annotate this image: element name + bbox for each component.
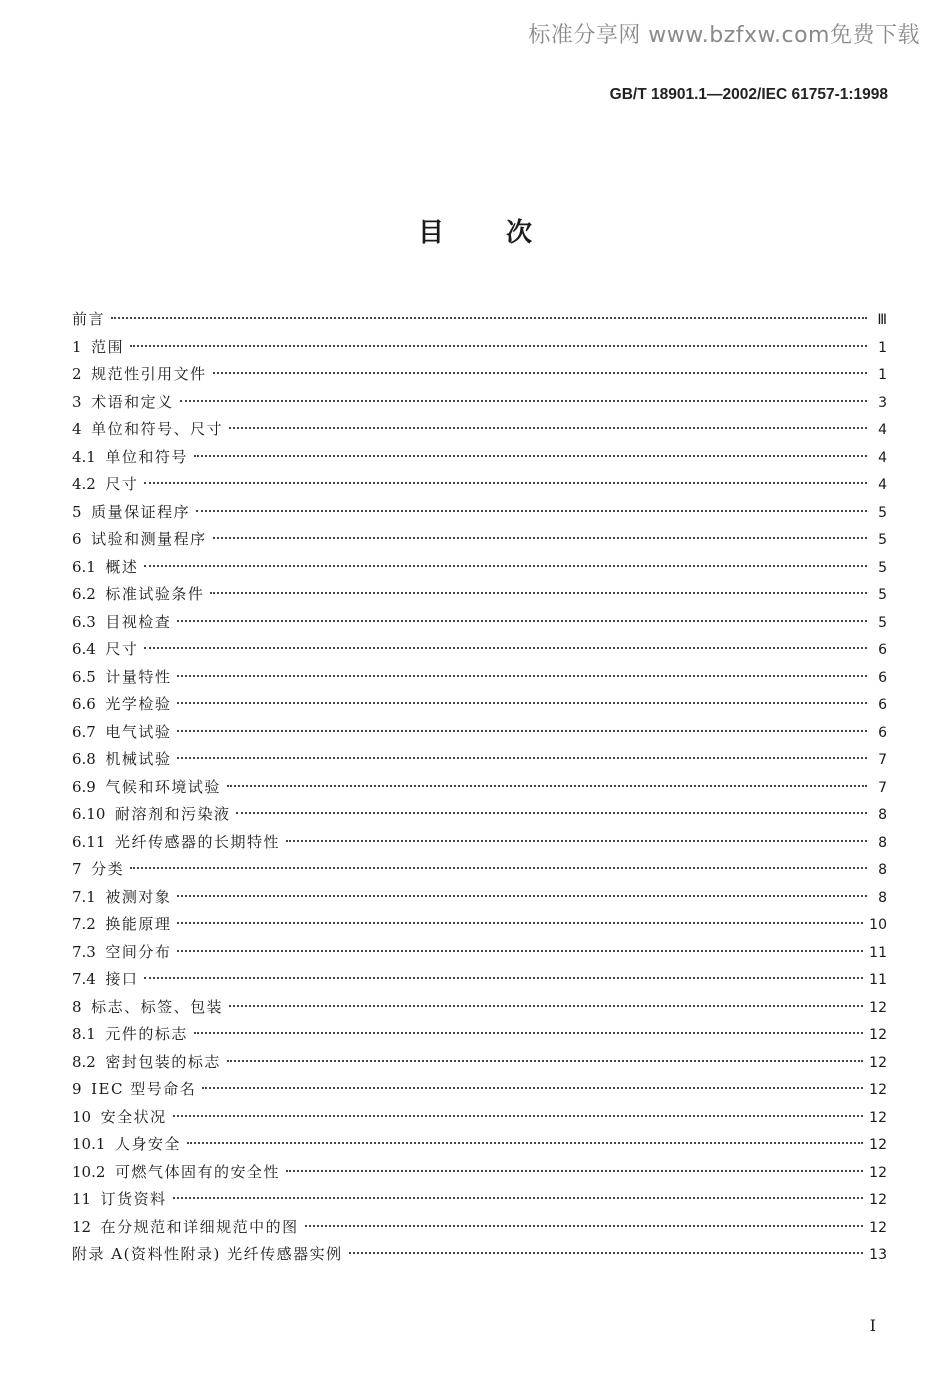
toc-entry-page: 6 <box>878 697 887 713</box>
toc-entry-number: 11 <box>72 1190 101 1208</box>
toc-entry-title: 光纤传感器的长期特性 <box>114 832 280 851</box>
toc-entry-number: 9 <box>72 1080 92 1098</box>
toc-entry-number: 6.4 <box>72 640 106 658</box>
dot-leader <box>177 757 867 759</box>
toc-entry[interactable] <box>72 1021 887 1049</box>
dot-leader <box>177 950 863 952</box>
toc-entry[interactable] <box>72 1186 887 1214</box>
toc-entry-title: 耐溶剂和污染液 <box>114 805 231 823</box>
toc-entry-number: 6.3 <box>72 612 106 631</box>
toc-entry-title: 范围 <box>91 337 125 356</box>
toc-entry-page: 12 <box>869 1054 887 1071</box>
toc-entry-title: 规范性引用文件 <box>91 365 207 383</box>
toc-entry-title: 质量保证程序 <box>91 502 191 521</box>
toc-entry-number: 6.6 <box>72 695 106 713</box>
toc-entry[interactable] <box>72 966 887 994</box>
toc-entry[interactable] <box>72 306 887 334</box>
toc-entry-page: 8 <box>878 834 887 851</box>
toc-entry-title: 标准试验条件 <box>105 585 205 603</box>
toc-entry[interactable] <box>72 1049 887 1077</box>
toc-entry[interactable] <box>72 719 887 747</box>
toc-entry-number: 4 <box>72 420 92 438</box>
toc-entry-title: 在分规范和详细规范中的图 <box>100 1217 299 1236</box>
dot-leader <box>194 455 867 457</box>
toc-entry-number: 6 <box>72 530 92 548</box>
dot-leader <box>229 1005 863 1007</box>
dot-leader <box>180 400 867 402</box>
dot-leader <box>177 895 867 897</box>
toc-entry-page: 6 <box>878 669 887 686</box>
toc-entry[interactable] <box>72 1131 887 1159</box>
toc-entry[interactable] <box>72 1159 887 1187</box>
toc-entry-number: 5 <box>72 502 92 521</box>
dot-leader <box>210 592 867 594</box>
toc-entry[interactable] <box>72 746 887 774</box>
toc-entry[interactable] <box>72 499 887 527</box>
dot-leader <box>286 840 867 842</box>
toc-entry-number: 7.2 <box>72 915 106 933</box>
toc-entry-title: 密封包装的标志 <box>105 1052 221 1071</box>
toc-entry-number: 6.8 <box>72 750 106 768</box>
dot-leader <box>187 1142 863 1144</box>
dot-leader <box>177 675 867 677</box>
toc-entry[interactable] <box>72 581 887 609</box>
toc-entry[interactable] <box>72 664 887 692</box>
dot-leader <box>177 702 867 704</box>
toc-entry-title: 单位和符号 <box>105 447 188 466</box>
dot-leader <box>173 1197 864 1199</box>
toc-entry-title: 机械试验 <box>105 750 172 768</box>
dot-leader <box>130 345 867 347</box>
toc-entry-page: 3 <box>878 394 887 411</box>
toc-entry[interactable] <box>72 636 887 664</box>
dot-leader <box>144 977 863 979</box>
toc-entry[interactable] <box>72 1241 887 1269</box>
toc-entry[interactable] <box>72 856 887 884</box>
toc-entry-number: 6.9 <box>72 777 106 796</box>
dot-leader <box>286 1170 863 1172</box>
toc-entry-page: 1 <box>878 367 887 383</box>
toc-entry-number: 7 <box>72 860 92 878</box>
toc-entry-page: 13 <box>869 1247 887 1263</box>
toc-entry-title: 分类 <box>91 860 125 878</box>
toc-entry-number: 8 <box>72 997 92 1016</box>
dot-leader <box>111 317 867 319</box>
toc-entry-page: 8 <box>878 807 887 823</box>
dot-leader <box>236 812 867 814</box>
toc-entry[interactable] <box>72 911 887 939</box>
dot-leader <box>194 1032 863 1034</box>
toc-entry-title: 气候和环境试验 <box>105 777 221 796</box>
toc-entry[interactable] <box>72 801 887 829</box>
toc-entry-page: 6 <box>878 642 887 658</box>
toc-entry-title: IEC 型号命名 <box>91 1080 197 1098</box>
toc-entry-page: 7 <box>878 779 887 796</box>
toc-entry-page: 12 <box>869 1219 887 1236</box>
toc-entry-page: 11 <box>869 944 887 961</box>
toc-entry-title: 计量特性 <box>105 667 172 686</box>
toc-entry-number: 2 <box>72 365 92 383</box>
toc-entry-number: 10.1 <box>72 1135 115 1153</box>
toc-entry-page: 1 <box>878 339 887 356</box>
toc-entry-title: 标志、标签、包装 <box>91 997 224 1016</box>
toc-entry-title: 接口 <box>105 970 139 988</box>
standard-code: GB/T 18901.1—2002/IEC 61757-1:1998 <box>609 86 888 103</box>
toc-entry-number: 8.2 <box>72 1052 106 1071</box>
page-number: I <box>869 1316 876 1335</box>
toc-entry-page: 12 <box>869 1027 887 1043</box>
toc-entry-page: 12 <box>869 999 887 1016</box>
toc-entry-number: 7.3 <box>72 942 106 961</box>
dot-leader <box>227 1060 863 1062</box>
toc-entry-title: 试验和测量程序 <box>91 530 207 548</box>
toc-entry[interactable] <box>72 471 887 499</box>
toc-entry-page: 11 <box>869 972 887 988</box>
toc-entry-page: 12 <box>869 1137 887 1153</box>
toc-entry-page: 4 <box>878 422 887 438</box>
toc-entry-title: 安全状况 <box>100 1107 167 1126</box>
toc-entry-title: 尺寸 <box>105 640 139 658</box>
toc-entry[interactable] <box>72 1214 887 1242</box>
dot-leader <box>202 1087 863 1089</box>
toc-entry-number: 4.1 <box>72 447 106 466</box>
toc-entry-number: 12 <box>72 1217 101 1236</box>
toc-entry-title: 概述 <box>105 557 139 576</box>
toc-entry-title: 单位和符号、尺寸 <box>91 420 224 438</box>
toc-entry-page: 5 <box>878 532 887 548</box>
toc-entry-number: 4.2 <box>72 475 106 493</box>
toc-entry-title: 订货资料 <box>100 1190 167 1208</box>
dot-leader <box>229 427 867 429</box>
toc-entry-page: 5 <box>878 504 887 521</box>
toc-entry[interactable] <box>72 334 887 362</box>
page-title: 目次 <box>417 218 594 248</box>
toc-entry-title: 术语和定义 <box>91 392 174 411</box>
watermark: 标准分享网 www.bzfxw.com免费下载 <box>528 23 920 48</box>
toc-entry-page: 5 <box>878 587 887 603</box>
toc-entry-number: 6.7 <box>72 722 106 741</box>
toc-entry-title: 元件的标志 <box>105 1025 188 1043</box>
toc-entry-page: 12 <box>869 1164 887 1181</box>
toc-entry-number: 1 <box>72 337 92 356</box>
dot-leader <box>227 785 867 787</box>
dot-leader <box>213 372 867 374</box>
toc-entry-title: 光学检验 <box>105 695 172 713</box>
toc-entry-title: 附录 A(资料性附录) 光纤传感器实例 <box>72 1245 343 1263</box>
dot-leader <box>196 510 867 512</box>
dot-leader <box>349 1252 864 1254</box>
toc-entry-number: 3 <box>72 392 92 411</box>
toc-entry-page: 12 <box>869 1192 887 1208</box>
toc-entry[interactable] <box>72 994 887 1022</box>
toc-entry[interactable] <box>72 774 887 802</box>
toc-entry-number: 6.5 <box>72 667 106 686</box>
table-of-contents <box>72 306 887 1269</box>
toc-entry-number: 10 <box>72 1107 101 1126</box>
toc-entry[interactable] <box>72 884 887 912</box>
toc-entry-page: 6 <box>878 724 887 741</box>
toc-entry-page: 5 <box>878 559 887 576</box>
toc-entry-title: 电气试验 <box>105 722 172 741</box>
toc-entry-title: 空间分布 <box>105 942 172 961</box>
toc-entry-number: 10.2 <box>72 1162 115 1181</box>
toc-entry[interactable] <box>72 1104 887 1132</box>
toc-entry-number: 6.10 <box>72 805 115 823</box>
toc-entry-page: 12 <box>869 1109 887 1126</box>
toc-entry-number: 6.11 <box>72 832 115 851</box>
dot-leader <box>177 730 867 732</box>
toc-entry-number: 6.2 <box>72 585 106 603</box>
dot-leader <box>213 537 867 539</box>
toc-entry[interactable] <box>72 526 887 554</box>
toc-entry-page: 8 <box>878 889 887 906</box>
dot-leader <box>130 867 867 869</box>
toc-entry[interactable] <box>72 1076 887 1104</box>
toc-entry-number: 6.1 <box>72 557 106 576</box>
toc-entry-number: 7.1 <box>72 887 106 906</box>
toc-entry-title: 前言 <box>72 310 106 328</box>
dot-leader <box>177 620 867 622</box>
toc-entry-title: 尺寸 <box>105 475 139 493</box>
toc-entry-page: 10 <box>869 917 887 933</box>
dot-leader <box>305 1225 864 1227</box>
toc-entry[interactable] <box>72 554 887 582</box>
toc-entry-page: 4 <box>878 449 887 466</box>
toc-entry-page: Ⅲ <box>877 312 887 328</box>
toc-entry-page: 4 <box>878 477 887 493</box>
toc-entry[interactable] <box>72 361 887 389</box>
dot-leader <box>144 647 867 649</box>
toc-entry[interactable] <box>72 389 887 417</box>
toc-entry[interactable] <box>72 416 887 444</box>
toc-entry[interactable] <box>72 829 887 857</box>
dot-leader <box>177 922 863 924</box>
toc-entry-title: 可燃气体固有的安全性 <box>114 1162 280 1181</box>
toc-entry[interactable] <box>72 609 887 637</box>
toc-entry-number: 8.1 <box>72 1025 106 1043</box>
dot-leader <box>173 1115 864 1117</box>
toc-entry[interactable] <box>72 939 887 967</box>
toc-entry[interactable] <box>72 444 887 472</box>
toc-entry-title: 目视检查 <box>105 612 172 631</box>
toc-entry-page: 12 <box>869 1082 887 1098</box>
toc-entry-title: 人身安全 <box>114 1135 181 1153</box>
toc-entry-title: 被测对象 <box>105 887 172 906</box>
toc-entry-page: 8 <box>878 862 887 878</box>
toc-entry-number: 7.4 <box>72 970 106 988</box>
toc-entry-page: 7 <box>878 752 887 768</box>
toc-entry-page: 5 <box>878 614 887 631</box>
toc-entry[interactable] <box>72 691 887 719</box>
dot-leader <box>144 482 867 484</box>
dot-leader <box>144 565 867 567</box>
toc-entry-title: 换能原理 <box>105 915 172 933</box>
